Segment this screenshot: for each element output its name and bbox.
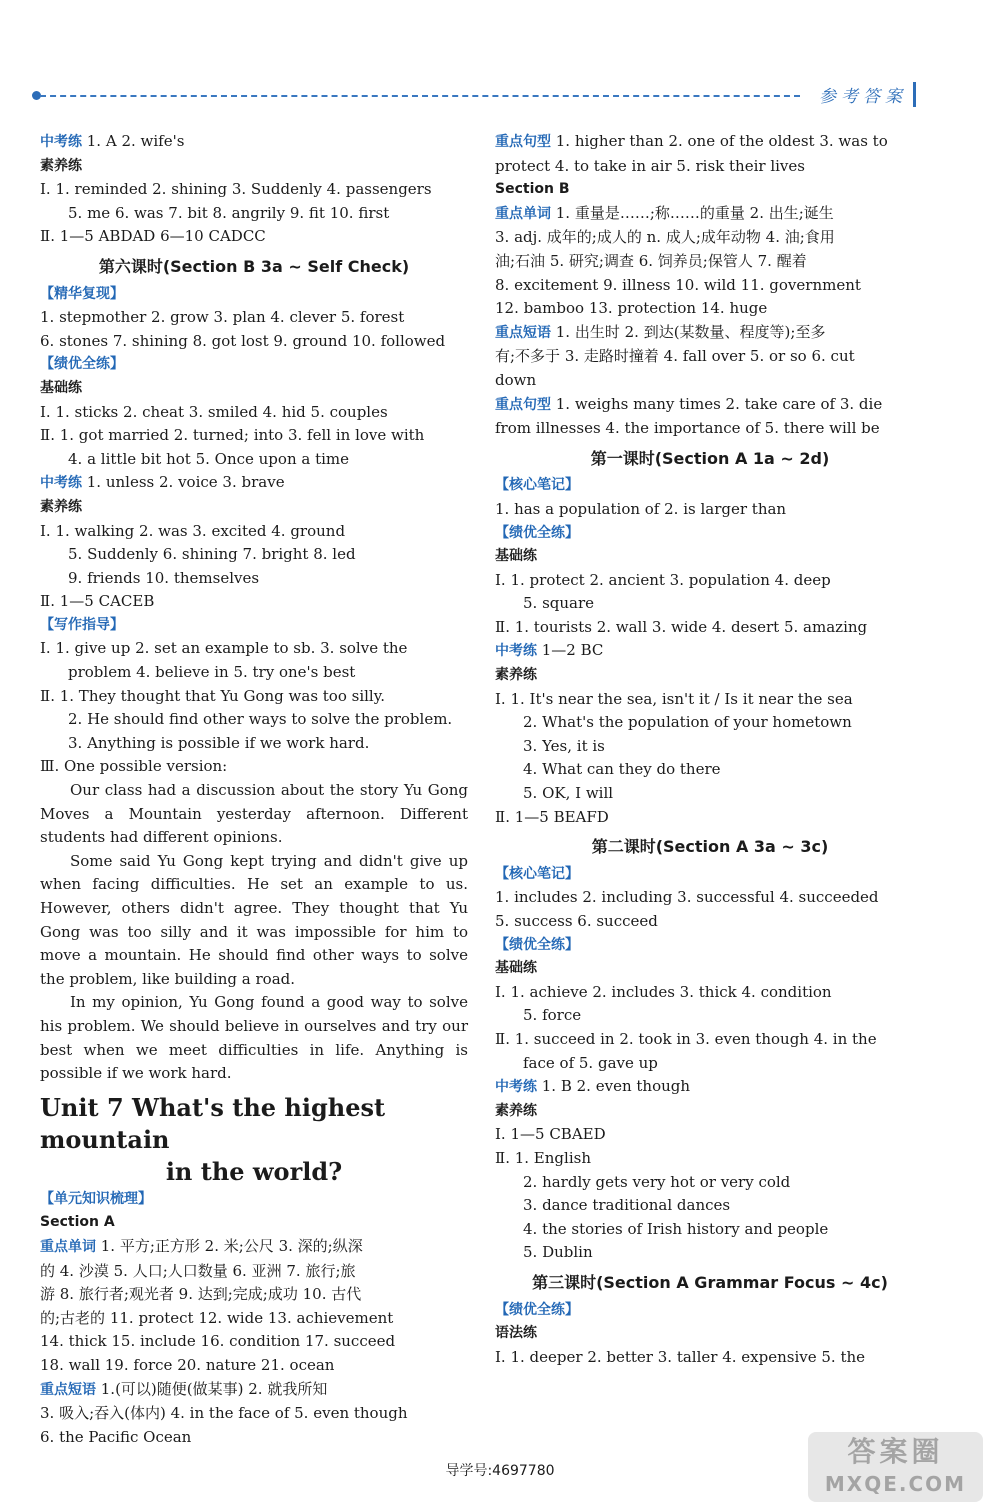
answer-line-indented: 5. force	[523, 1006, 582, 1025]
lesson-heading: 第三课时(Section A Grammar Focus ~ 4c)	[532, 1272, 888, 1292]
answer-line-indented: 5. Suddenly 6. shining 7. bright 8. led	[68, 545, 356, 564]
page-header	[32, 84, 922, 108]
answer-line-indented: 3. Yes, it is	[523, 736, 605, 755]
lesson-heading: 第一课时(Section A 1a ~ 2d)	[590, 448, 830, 468]
answer-line: Ⅱ. 1—5 BEAFD	[495, 807, 609, 826]
answer-line: Ⅰ. 1. walking 2. was 3. excited 4. ground	[40, 521, 346, 540]
answer-line: 油;石油 5. 研究;调查 6. 饲养员;保管人 7. 醒着	[495, 251, 807, 270]
section-bracket-title: 【绩优全练】	[495, 936, 579, 953]
section-tag: 中考练	[40, 134, 82, 150]
section-bracket-title: 【绩优全练】	[495, 524, 579, 541]
answer-line-indented: 5. me 6. was 7. bit 8. angrily 9. fit 10. first	[68, 203, 390, 222]
answer-line: 3. 吸入;吞入(体内) 4. in the face of 5. even though	[40, 1404, 408, 1423]
essay-paragraph: Our class had a discussion about the story Yu Gong Moves a Mountain yesterday afternoon. Different students had different opinions.	[40, 781, 468, 847]
answer-line	[495, 393, 925, 418]
footer-code: 导学号:4697780	[445, 1463, 555, 1479]
answer-line: Ⅰ. 1—5 CBAED	[495, 1125, 606, 1144]
essay-paragraph: Some said Yu Gong kept trying and didn't give up when facing difficulties. He set an example to us. However, others didn't agree. They thought that Yu Gong was too silly and it was impossible for him to move a mountain. He should find other ways to solve the problem, like building a road.	[40, 851, 468, 988]
answer-line-indented: 4. a little bit hot 5. Once upon a time	[68, 449, 350, 468]
answer-line: 6. the Pacific Ocean	[40, 1427, 192, 1446]
section-tag: 重点单词	[40, 1238, 96, 1255]
answer-line	[495, 321, 925, 346]
answer-text: 1.(可以)随便(做某事) 2. 就我所知	[96, 1379, 328, 1398]
lesson-heading: 第六课时(Section B 3a ~ Self Check)	[98, 256, 410, 276]
section-bracket-title: 【核心笔记】	[495, 477, 579, 494]
answer-line	[40, 1235, 468, 1260]
answer-line: 1. includes 2. including 3. successful 4. succeeded	[495, 888, 879, 907]
answer-line: from illnesses 4. the importance of 5. there will be	[495, 419, 880, 438]
answer-line: 6. stones 7. shining 8. got lost 9. ground 10. followed	[40, 331, 446, 350]
answer-line-indented: problem 4. believe in 5. try one's best	[68, 663, 356, 682]
answer-text: 1. 重量是……;称……的重量 2. 出生;诞生	[551, 203, 834, 222]
answer-line-indented: 3. Anything is possible if we work hard.	[68, 733, 370, 752]
answer-line-indented: 2. hardly gets very hot or very cold	[523, 1172, 791, 1191]
essay-paragraph: In my opinion, Yu Gong found a good way to solve his problem. We should believe in ourselves and try our best when we meet difficulties in life. Anything is possible if we work hard.	[40, 993, 468, 1083]
answer-line: Ⅱ. 1—5 CACEB	[40, 592, 155, 611]
section-tag: 重点短语	[495, 324, 551, 341]
answer-line: Ⅲ. One possible version:	[40, 757, 228, 776]
answer-line	[40, 1378, 468, 1403]
answer-line: Ⅱ. 1. succeed in 2. took in 3. even though 4. in the	[495, 1029, 877, 1048]
answer-line: down	[495, 370, 537, 389]
answer-line-indented: 5. square	[523, 594, 595, 613]
unit-title: Unit 7 What's the highest mountain	[40, 1092, 386, 1154]
section-tag: 中考练	[40, 475, 82, 492]
section-bracket-title: 【绩优全练】	[40, 356, 124, 373]
answer-text: 1. 平方;正方形 2. 米;公尺 3. 深的;纵深	[96, 1236, 363, 1255]
answer-line: 12. bamboo 13. protection 14. huge	[495, 299, 768, 318]
answer-line-indented: 3. dance traditional dances	[523, 1196, 731, 1215]
answer-text: 1. A 2. wife's	[82, 132, 185, 150]
lesson-heading: 第二课时(Section A 3a ~ 3c)	[591, 837, 829, 857]
answer-line-indented: face of 5. gave up	[523, 1053, 658, 1072]
answer-line: 有;不多于 3. 走路时撞着 4. fall over 5. or so 6. cut	[495, 347, 855, 366]
answer-line	[495, 639, 925, 664]
right-column	[495, 130, 925, 1369]
answer-line-indented: 2. What's the population of your hometown	[523, 713, 852, 732]
answer-line	[40, 471, 468, 496]
answer-line-indented: 5. Dublin	[523, 1243, 593, 1262]
watermark-line1: 答案圈	[847, 1435, 944, 1468]
section-tag: 重点句型	[495, 396, 551, 413]
section-bracket-title: 【单元知识梳理】	[40, 1190, 152, 1207]
section-tag: 中考练	[495, 1079, 537, 1096]
subsection-label: 素养练	[40, 157, 82, 174]
subsection-label: 语法练	[495, 1325, 537, 1342]
answer-line: 的 4. 沙漠 5. 人口;人口数量 6. 亚洲 7. 旅行;旅	[40, 1261, 356, 1280]
answer-line	[495, 1075, 925, 1100]
unit-title-cont: in the world?	[165, 1156, 343, 1186]
answer-line: 5. success 6. succeed	[495, 912, 658, 930]
answer-line: Ⅱ. 1—5 ABDAD 6—10 CADCC	[40, 227, 266, 246]
answer-line	[40, 130, 468, 155]
answer-line: Ⅱ. 1. They thought that Yu Gong was too silly.	[40, 686, 385, 705]
answer-line-indented: 4. What can they do there	[523, 760, 721, 779]
answer-text: 1. higher than 2. one of the oldest 3. was to	[551, 132, 888, 150]
answer-line: 14. thick 15. include 16. condition 17. succeed	[40, 1332, 396, 1351]
watermark-line2: MXQE.COM	[824, 1472, 967, 1496]
answer-line-indented: 9. friends 10. themselves	[68, 568, 260, 587]
header-dotted-line	[40, 95, 800, 97]
answer-text: 1. B 2. even though	[537, 1077, 691, 1096]
section-bracket-title: 【精华复现】	[40, 285, 124, 302]
answer-line-indented: 2. He should find other ways to solve the problem.	[68, 710, 453, 729]
section-bracket-title: 【绩优全练】	[495, 1301, 579, 1318]
answer-line: 3. adj. 成年的;成人的 n. 成人;成年动物 4. 油;食用	[495, 228, 835, 247]
answer-line: Ⅰ. 1. deeper 2. better 3. taller 4. expensive 5. the	[495, 1347, 866, 1366]
answer-line: 8. excitement 9. illness 10. wild 11. government	[495, 275, 861, 294]
answer-line: Ⅰ. 1. It's near the sea, isn't it / Is it near the sea	[495, 689, 853, 708]
section-tag: 重点短语	[40, 1381, 96, 1398]
section-tag: 中考练	[495, 643, 537, 660]
subsection-label: 基础练	[40, 379, 82, 396]
section-bracket-title: 【写作指导】	[40, 616, 124, 633]
answer-text: 1—2 BC	[537, 641, 604, 660]
answer-text: 1. 出生时 2. 到达(某数量、程度等);至多	[551, 322, 826, 341]
answer-text: 1. weighs many times 2. take care of 3. die	[551, 394, 883, 413]
answer-line: Ⅱ. 1. got married 2. turned; into 3. fell in love with	[40, 426, 425, 445]
answer-line-indented: 4. the stories of Irish history and people	[523, 1219, 829, 1238]
answer-line: Ⅰ. 1. achieve 2. includes 3. thick 4. condition	[495, 982, 832, 1001]
section-tag: 重点句型	[495, 134, 551, 150]
answer-line: Ⅰ. 1. sticks 2. cheat 3. smiled 4. hid 5. couples	[40, 402, 388, 421]
subsection-label: 素养练	[495, 1102, 537, 1119]
answer-line: 的;古老的 11. protect 12. wide 13. achievement	[40, 1308, 394, 1327]
subsection-label: 素养练	[495, 667, 537, 684]
answer-line: 1. has a population of 2. is larger than	[495, 499, 787, 518]
header-label: 参考答案	[819, 82, 916, 107]
answer-line: 18. wall 19. force 20. nature 21. ocean	[40, 1355, 335, 1374]
answer-line-indented: 5. OK, I will	[523, 784, 614, 803]
subsection-label: 基础练	[495, 548, 537, 565]
subsection-label: Section A	[40, 1214, 115, 1231]
answer-line: 1. stepmother 2. grow 3. plan 4. clever 5. forest	[40, 308, 405, 327]
answer-line: Ⅰ. 1. protect 2. ancient 3. population 4. deep	[495, 570, 831, 589]
subsection-label: 素养练	[40, 498, 82, 515]
section-tag: 重点单词	[495, 205, 551, 222]
answer-line	[495, 202, 925, 227]
answer-line: protect 4. to take in air 5. risk their lives	[495, 156, 805, 175]
answer-line	[495, 130, 925, 155]
answer-line: Ⅱ. 1. tourists 2. wall 3. wide 4. desert 5. amazing	[495, 617, 868, 636]
answer-line: 游 8. 旅行者;观光者 9. 达到;完成;成功 10. 古代	[40, 1285, 362, 1304]
answer-line: Ⅱ. 1. English	[495, 1148, 591, 1167]
left-column	[40, 130, 468, 1449]
subsection-label: 基础练	[495, 960, 537, 977]
section-bracket-title: 【核心笔记】	[495, 865, 579, 882]
answer-line: Ⅰ. 1. reminded 2. shining 3. Suddenly 4. passengers	[40, 180, 432, 199]
subsection-label: Section B	[495, 181, 570, 198]
answer-line: Ⅰ. 1. give up 2. set an example to sb. 3. solve the	[40, 639, 408, 658]
answer-text: 1. unless 2. voice 3. brave	[82, 473, 285, 492]
